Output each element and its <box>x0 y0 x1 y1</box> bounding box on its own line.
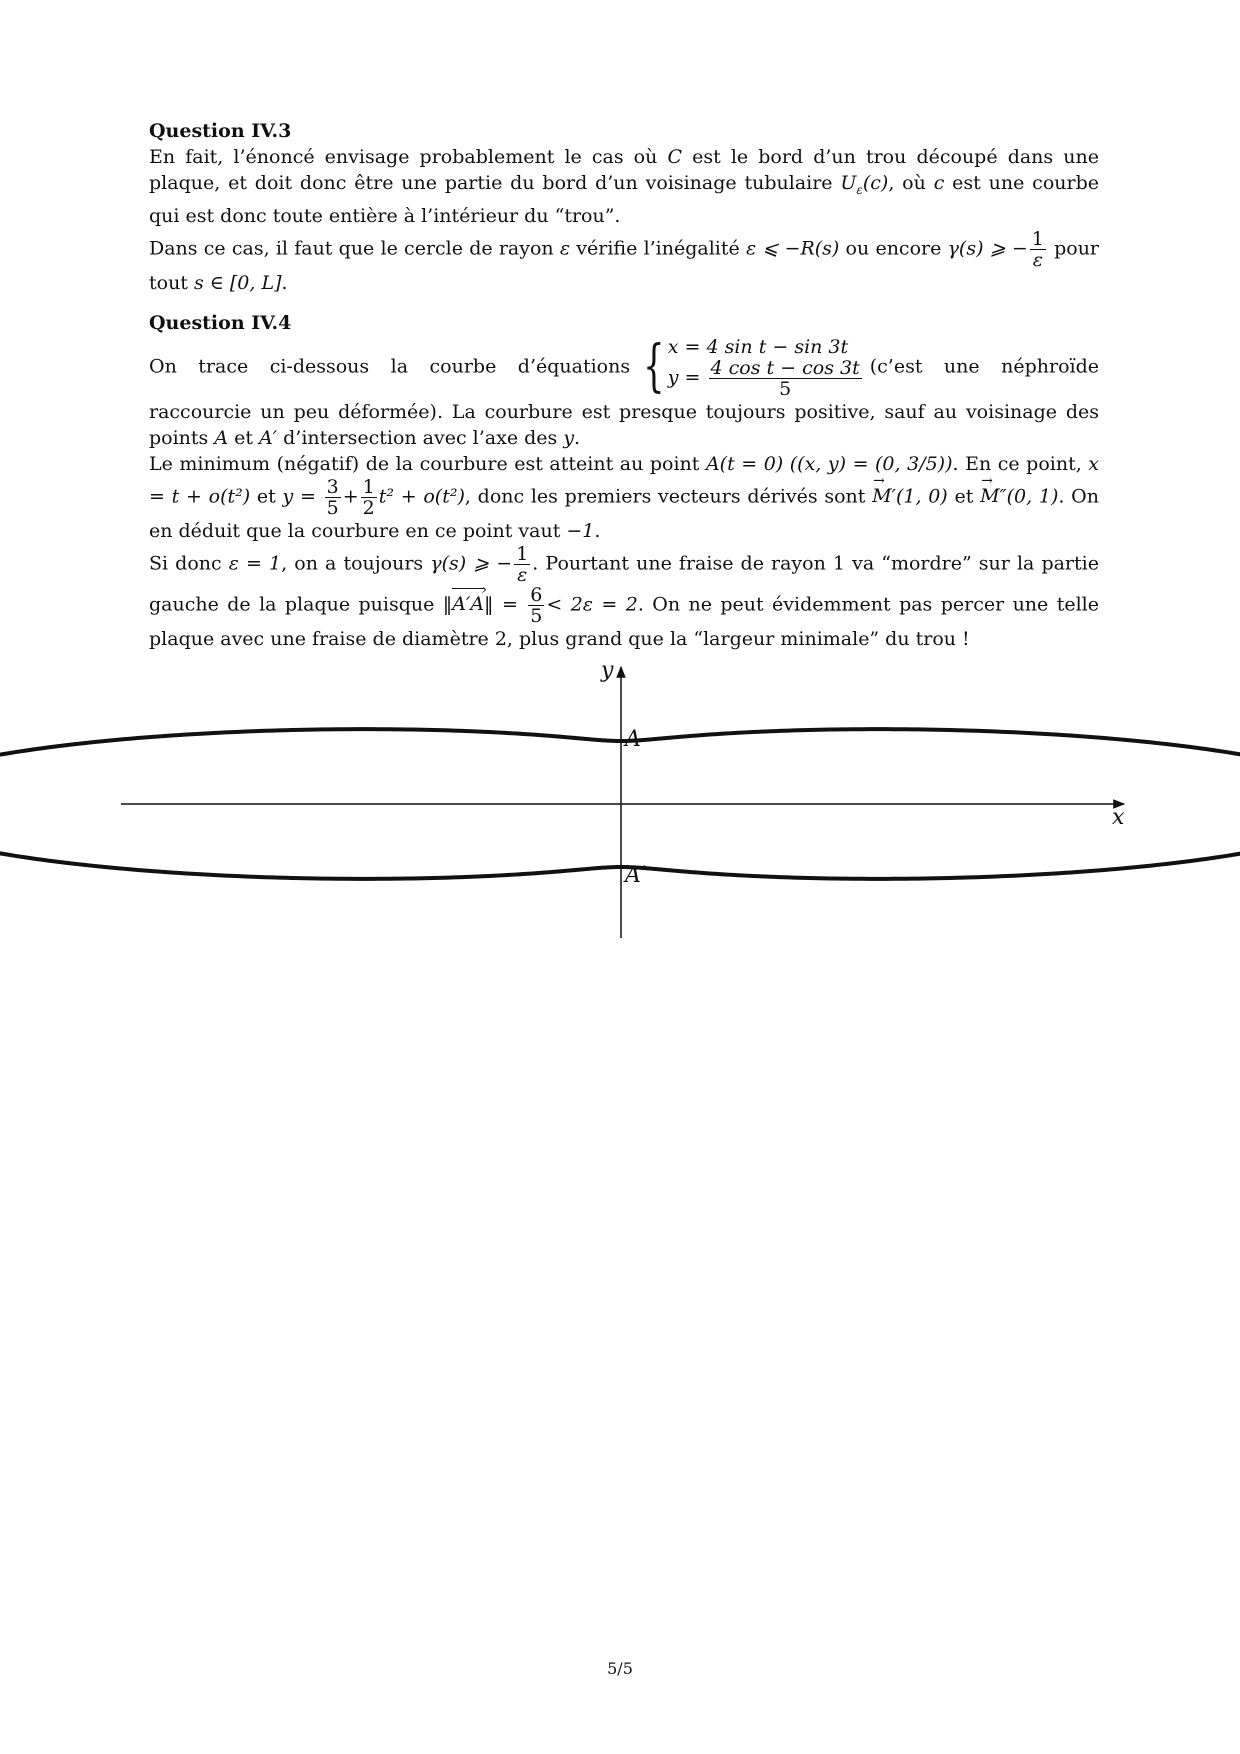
fraction-one-over-eps: $\frac{1}{\varepsilon}$ <box>1031 227 1044 271</box>
question-iv4-paragraph-3: Si donc ε = 1, on a toujours γ(s) ⩾ − $\frac{1}{\varepsilon}$ . Pourtant une fraise de rayon 1 va “mordre” sur la partie gauche de la plaque puisque ‖A′A ›‖ = $\frac{6}{5}$ < 2ε = 2. On ne peut évidemment pas percer une telle plaque avec une fraise de diamètre 2, plus grand que la “largeur minimale” du trou ! <box>149 544 1099 652</box>
question-iv3-title: Question IV.3 <box>149 120 292 142</box>
vector-a-prime-a: A′A › <box>452 591 484 617</box>
nephroid-curve <box>0 729 1240 879</box>
left-brace-icon: { <box>643 334 665 400</box>
x-axis-label: x <box>1112 805 1125 830</box>
equation-system: { x = 4 sin t − sin 3t y = $\frac{\text{4 cos t − cos 3t}}{5}$ <box>643 334 860 400</box>
question-iv3-paragraph-1: En fait, l’énoncé envisage probablement le cas où C est le bord d’un trou découpé dans une plaque, et doit donc être une partie du bord d’un voisinage tubulaire $U_\varepsilon(c)$, où c est une courbe qui est donc toute entière à l’intérieur du “trou”. <box>149 146 1099 227</box>
page-number: 5/5 <box>607 1659 633 1678</box>
question-iv4-paragraph-1: On trace ci-dessous la courbe d’équations { x = 4 sin t − sin 3t y = $\frac{\text{4 cos t − cos 3t}}{5}$ (c’est une néphroïde raccourcie un peu déformée). La courbure est presque toujours positive, sauf au voisinage des points A et A′ d’intersection avec l’axe des y. <box>149 334 1100 449</box>
y-axis-label: y <box>601 658 614 683</box>
document-body <box>149 118 1099 652</box>
question-iv4-paragraph-2: Le minimum (négatif) de la courbure est atteint au point A(t = 0) ((x, y) = (0, 3/5)). En ce point, x = t + o(t²) et y = $\frac{3}{5}$ + $\frac{1}{2}$ t² + o(t²), donc les premiers vecteurs dérivés sont → M′(1, 0) et → M″(0, 1). On en déduit que la courbure en ce point vaut −1. <box>149 451 1099 544</box>
question-iv3-paragraph-2: Dans ce cas, il faut que le cercle de rayon ε vérifie l’inégalité ε ⩽ −R(s) ou encore γ(s) ⩾ − $\frac{1}{\varepsilon}$ pour tout s ∈ [0, L]. <box>149 227 1100 294</box>
point-a-label: A <box>625 727 641 752</box>
question-iv4-title: Question IV.4 <box>149 311 292 334</box>
vector-m-prime: → M <box>872 483 891 509</box>
point-a-prime-label: A′ <box>625 863 646 888</box>
vector-m-second: → M <box>980 483 999 509</box>
